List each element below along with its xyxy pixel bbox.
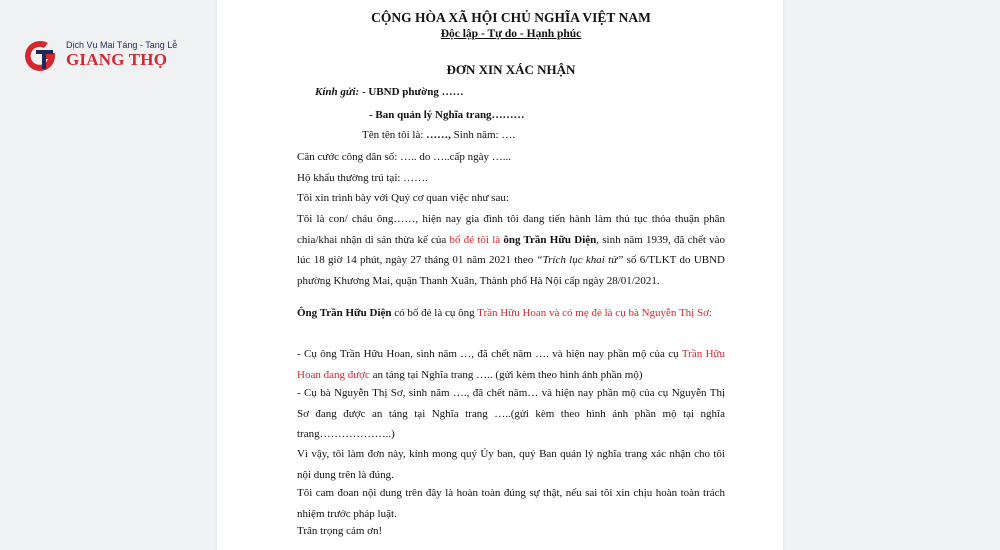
paragraph-4: - Cụ bà Nguyễn Thị Sơ, sinh năm …., đã chết năm… và hiện nay phần mộ của cụ Nguyễn Thị Sơ đang được an táng tại Nghĩa trang …..(gửi kèm theo hình ảnh phần mộ tại nghĩa trang………………..) <box>297 387 725 440</box>
brand-logo <box>22 36 192 76</box>
paragraph-5: Vì vậy, tôi làm đơn này, kính mong quý Ủy ban, quý Ban quản lý nghĩa trang xác nhận cho tôi nội dung trên là đúng. <box>297 448 725 481</box>
document-page <box>217 0 783 550</box>
recipient-2: - Ban quản lý Nghĩa trang……… <box>369 109 525 121</box>
giang-tho-logo-icon <box>22 38 58 74</box>
paragraph-1: Tôi là con/ cháu ông……, hiện nay gia đình tôi đang tiến hành làm thủ tục thỏa thuận phân chia/khai nhận di sản thừa kế của bố đẻ tôi là ông Trần Hữu Diện, sinh năm 1939, đã chết vào lúc 18 giờ 14 phút, ngày 27 tháng 01 năm 2021 theo “Trích lục khai tử” số 6/TLKT do UBND phường Khương Mai, quận Thanh Xuân, Thành phố Hà Nội cấp ngày 28/01/2021. <box>297 213 725 287</box>
document-title: ĐƠN XIN XÁC NHẬN <box>446 62 576 77</box>
paragraph-6: Tôi cam đoan nội dung trên đây là hoàn toàn đúng sự thật, nếu sai tôi xin chịu hoàn toàn trách nhiệm trước pháp luật. <box>297 487 725 520</box>
intro-line: Tôi xin trình bày với Quý cơ quan việc như sau: <box>297 192 509 204</box>
paragraph-3: - Cụ ông Trần Hữu Hoan, sinh năm …, đã chết năm …. và hiện nay phần mộ của cụ Trần Hữu Hoan đang được an táng tại Nghĩa trang ….. (gửi kèm theo hình ảnh phần mộ) <box>297 348 725 381</box>
recipient-1 <box>315 82 464 103</box>
id-line: Căn cước công dân số: ….. do …..cấp ngày …... <box>297 151 512 163</box>
name-line: Tên tên tôi là: ……, Sinh năm: …. <box>362 129 516 141</box>
closing-line: Trân trọng cảm ơn! <box>297 525 383 537</box>
nation-header: CỘNG HÒA XÃ HỘI CHỦ NGHĨA VIỆT NAM <box>371 10 651 25</box>
logo-tagline: Dịch Vụ Mai Táng - Tang Lễ <box>66 40 178 50</box>
recipient-label: Kính gửi: <box>315 86 360 98</box>
paragraph-2: Ông Trần Hữu Diện có bố đẻ là cụ ông Trần Hữu Hoan và có mẹ đẻ là cụ bà Nguyễn Thị Sơ: <box>297 307 712 319</box>
motto: Độc lập - Tự do - Hạnh phúc <box>440 28 582 40</box>
logo-name: GIANG THỌ <box>66 50 168 69</box>
residence-line: Hộ khẩu thường trú tại: ……. <box>297 172 428 184</box>
recipient-1-text: - UBND phường …… <box>361 86 464 98</box>
